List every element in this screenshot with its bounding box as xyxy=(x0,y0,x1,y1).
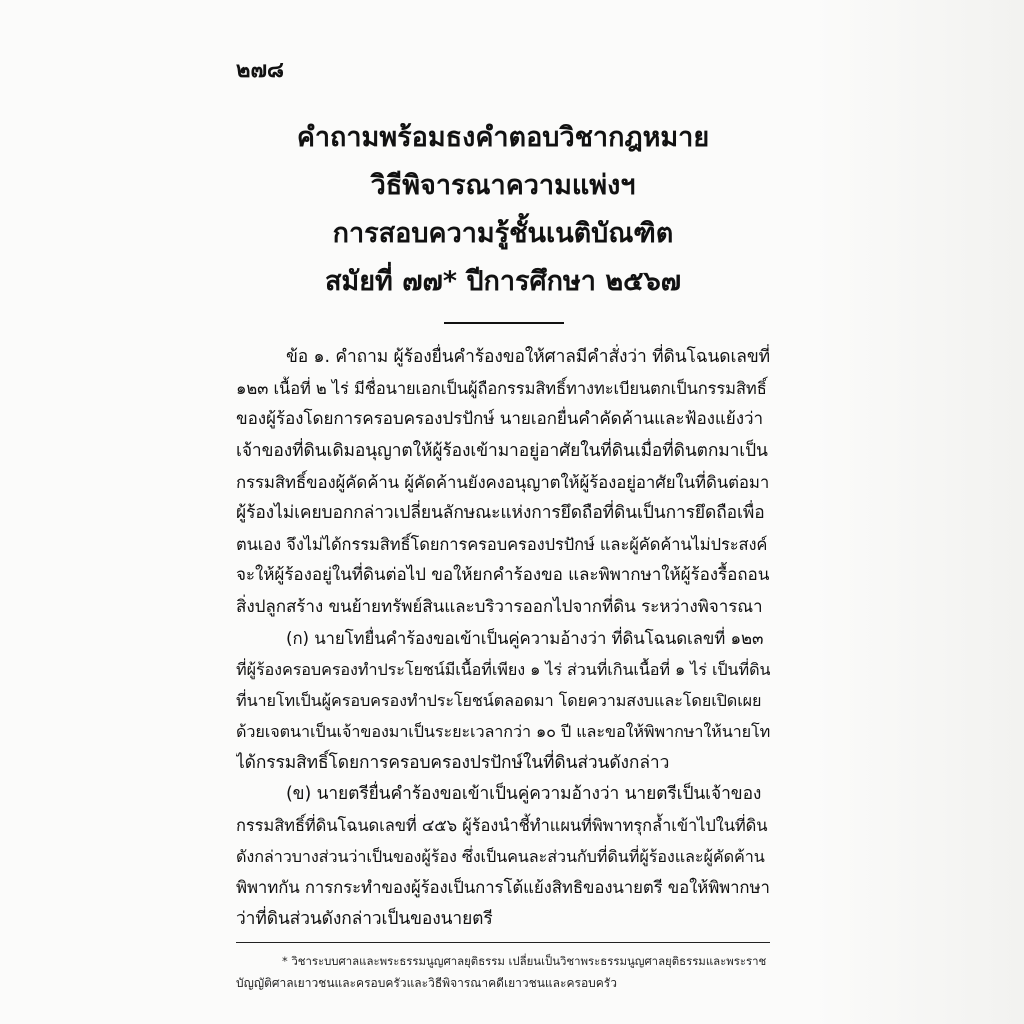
text-line: ผู้ร้องไม่เคยบอกกล่าวเปลี่ยนลักษณะแห่งการยึดถือที่ดินเป็นการยึดถือเพื่อ xyxy=(236,503,765,524)
text-line: จะให้ผู้ร้องอยู่ในที่ดินต่อไป ขอให้ยกคำร้องขอ และพิพากษาให้ผู้ร้องรื้อถอน xyxy=(236,565,770,586)
text-line: (ก) นายโทยื่นคำร้องขอเข้าเป็นคู่ความอ้างว่า ที่ดินโฉนดเลขที่ ๑๒๓ xyxy=(286,627,764,648)
text-line: ดังกล่าวบางส่วนว่าเป็นของผู้ร้อง ซึ่งเป็นคนละส่วนกับที่ดินที่ผู้ร้องและผู้คัดค้าน xyxy=(236,847,765,867)
page-edge-shadow xyxy=(814,0,1024,1024)
title-line: สมัยที่ ๗๗* ปีการศึกษา ๒๕๖๗ xyxy=(324,266,682,297)
text-line: พิพาทกัน การกระทำของผู้ร้องเป็นการโต้แย้งสิทธิของนายตรี ขอให้พิพากษา xyxy=(236,877,770,898)
text-line: (ข) นายตรียื่นคำร้องขอเข้าเป็นคู่ความอ้างว่า นายตรีเป็นเจ้าของ xyxy=(286,783,762,804)
footnote-line: * วิชาระบบศาลและพระธรรมนูญศาลยุติธรรม เปลี่ยนเป็นวิชาพระธรรมนูญศาลยุติธรรมและพระราช xyxy=(282,954,767,968)
footnote xyxy=(236,950,770,994)
text-line: เจ้าของที่ดินเดิมอนุญาตให้ผู้ร้องเข้ามาอยู่อาศัยในที่ดินเมื่อที่ดินตกมาเป็น xyxy=(236,440,768,461)
text-line: ที่นายโทเป็นผู้ครอบครองทำประโยชน์ตลอดมา โดยความสงบและโดยเปิดเผย xyxy=(236,691,762,711)
chapter-title xyxy=(236,114,770,306)
footnote-line: บัญญัติศาลเยาวชนและครอบครัวและวิธีพิจารณาคดีเยาวชนและครอบครัว xyxy=(236,976,617,990)
title-line: คำถามพร้อมธงคำตอบวิชากฎหมาย xyxy=(296,122,710,153)
text-line: ได้กรรมสิทธิ์โดยการครอบครองปรปักษ์ในที่ดินส่วนดังกล่าว xyxy=(236,752,670,773)
title-line: วิธีพิจารณาความแพ่งฯ xyxy=(370,170,636,201)
text-line: ที่ผู้ร้องครอบครองทำประโยชน์มีเนื้อที่เพียง ๑ ไร่ ส่วนที่เกินเนื้อที่ ๑ ไร่ เป็นที่ดิน xyxy=(236,660,770,680)
text-line: กรรมสิทธิ์ของผู้คัดค้าน ผู้คัดค้านยังคงอนุญาตให้ผู้ร้องอยู่อาศัยในที่ดินต่อมา xyxy=(236,471,770,492)
sub-question-a xyxy=(236,623,770,779)
sub-question-b xyxy=(236,779,770,935)
text-line: ด้วยเจตนาเป็นเจ้าของมาเป็นระยะเวลากว่า ๑๐ ปี และขอให้พิพากษาให้นายโท xyxy=(236,722,770,742)
text-line: ตนเอง จึงไม่ได้กรรมสิทธิ์โดยการครอบครองปรปักษ์ และผู้คัดค้านไม่ประสงค์ xyxy=(236,535,768,555)
text-line: ข้อ ๑. คำถาม ผู้ร้องยื่นคำร้องขอให้ศาลมีคำสั่งว่า ที่ดินโฉนดเลขที่ xyxy=(286,347,770,367)
text-line: ว่าที่ดินส่วนดังกล่าวเป็นของนายตรี xyxy=(236,908,493,929)
text-line: ๑๒๓ เนื้อที่ ๒ ไร่ มีชื่อนายเอกเป็นผู้ถือกรรมสิทธิ์ทางทะเบียนตกเป็นกรรมสิทธิ์ xyxy=(236,379,767,399)
question-body xyxy=(236,342,770,935)
text-line: กรรมสิทธิ์ที่ดินโฉนดเลขที่ ๔๕๖ ผู้ร้องนำชี้ทำแผนที่พิพาทรุกล้ำเข้าไปในที่ดิน xyxy=(236,816,768,836)
page-number: ๒๗๘ xyxy=(236,57,285,83)
text-line: ของผู้ร้องโดยการครอบครองปรปักษ์ นายเอกยื่นคำคัดค้านและฟ้องแย้งว่า xyxy=(236,409,763,430)
text-line: สิ่งปลูกสร้าง ขนย้ายทรัพย์สินและบริวารออกไปจากที่ดิน ระหว่างพิจารณา xyxy=(236,596,763,617)
title-divider xyxy=(444,322,564,324)
footnote-divider xyxy=(236,942,770,943)
question-paragraph xyxy=(236,342,770,623)
title-line: การสอบความรู้ชั้นเนติบัณฑิต xyxy=(332,218,674,249)
